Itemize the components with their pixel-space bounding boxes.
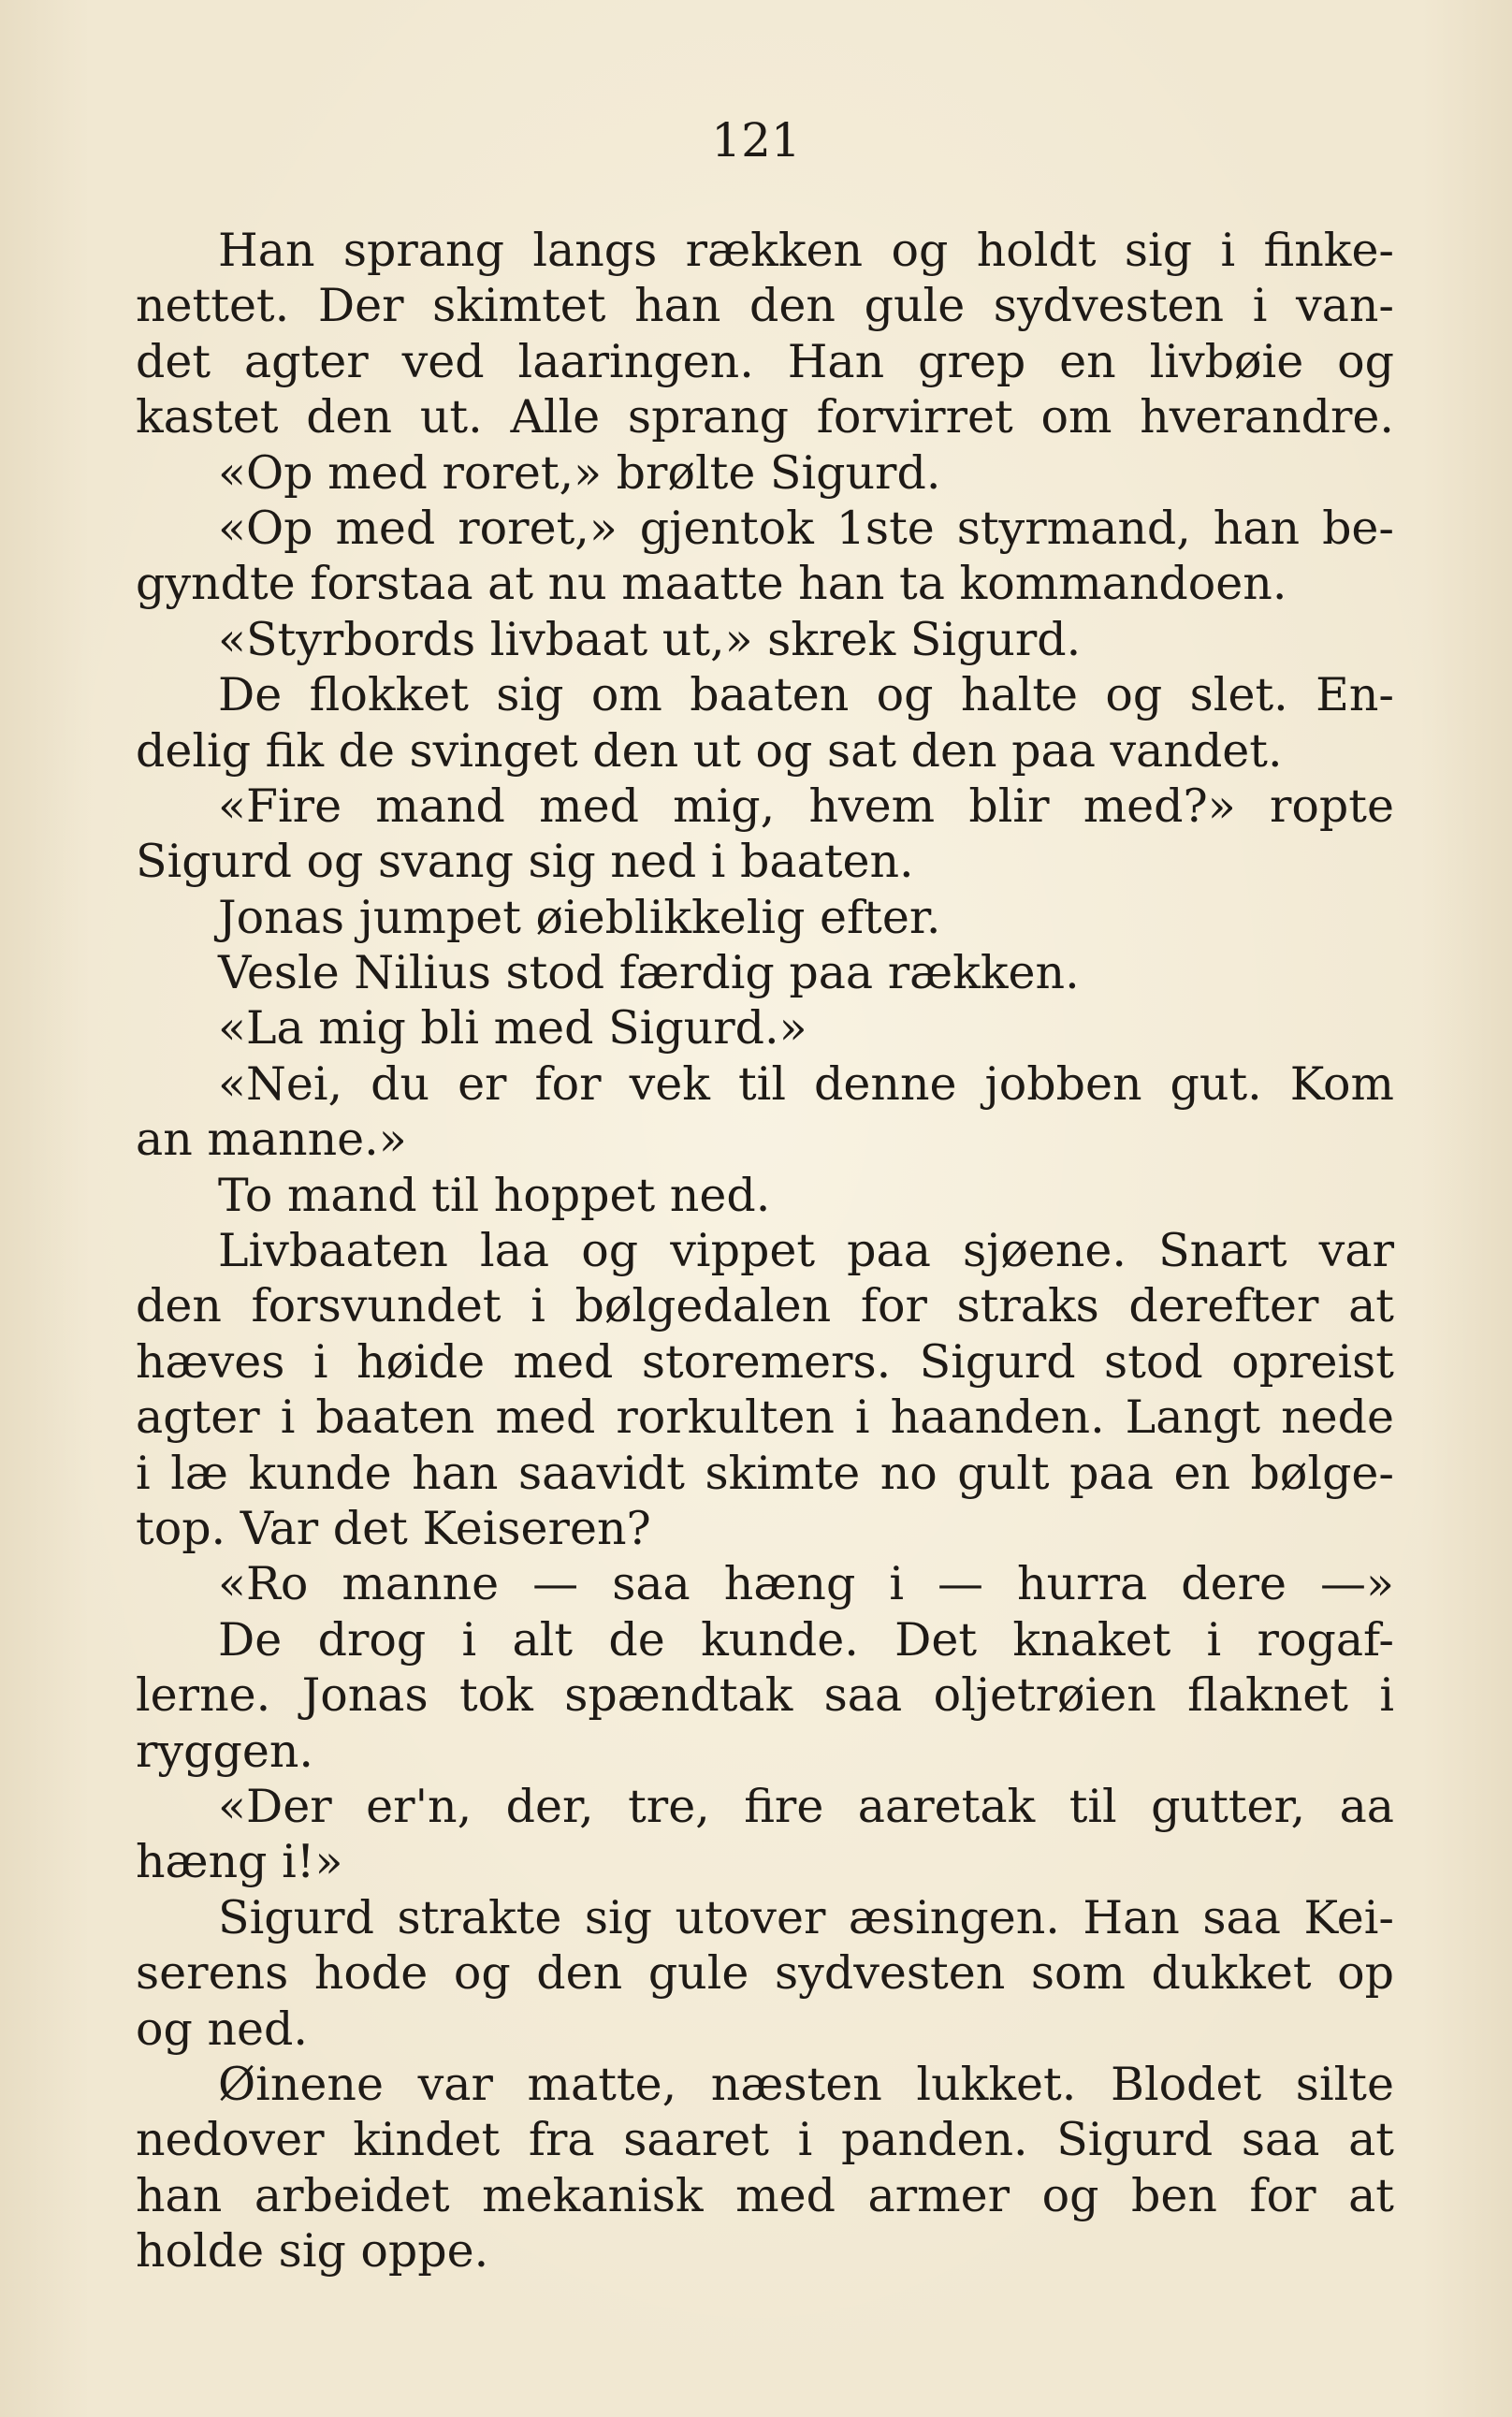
text-line: «Fire mand med mig, hvem blir med?» ropte <box>218 779 1394 833</box>
text-line: De drog i alt de kunde. Det knaket i rogaf- <box>218 1612 1394 1667</box>
text-line: og ned. <box>136 2002 308 2056</box>
text-line: Han sprang langs rækken og holdt sig i finke- <box>218 224 1394 277</box>
text-line: delig fik de svinget den ut og sat den paa vandet. <box>136 723 1283 778</box>
text-line: lerne. Jonas tok spændtak saa oljetrøien flaknet i <box>136 1668 1394 1723</box>
text-line: «Op med roret,» brølte Sigurd. <box>218 445 941 500</box>
text-line: Livbaaten laa og vippet paa sjøene. Snart var <box>218 1224 1394 1278</box>
text-line: hæves i høide med storemers. Sigurd stod opreist <box>136 1334 1394 1389</box>
text-line: ryggen. <box>136 1724 313 1778</box>
text-line: Sigurd strakte sig utover æsingen. Han saa Kei- <box>218 1890 1394 1944</box>
text-line: kastet den ut. Alle sprang forvirret om hverandre. <box>136 390 1394 444</box>
body-text <box>136 223 1394 2279</box>
text-line: han arbeidet mekanisk med armer og ben for at <box>136 2168 1394 2222</box>
text-line: «La mig bli med Sigurd.» <box>218 1001 807 1056</box>
text-line: den forsvundet i bølgedalen for straks derefter at <box>136 1279 1394 1333</box>
text-line: nettet. Der skimtet han den gule sydvesten i van- <box>136 279 1394 333</box>
text-line: «Op med roret,» gjentok 1ste styrmand, han be- <box>218 501 1394 555</box>
text-line: an manne.» <box>136 1113 407 1167</box>
text-line: det agter ved laaringen. Han grep en livbøie og <box>136 334 1394 388</box>
text-line: nedover kindet fra saaret i panden. Sigurd saa at <box>136 2113 1394 2167</box>
text-line: «Ro manne — saa hæng i — hurra dere —» <box>218 1557 1394 1611</box>
text-line: gyndte forstaa at nu maatte han ta kommandoen. <box>136 557 1287 611</box>
text-line: Jonas jumpet øieblikkelig efter. <box>218 890 941 944</box>
text-line: «Styrbords livbaat ut,» skrek Sigurd. <box>218 612 1082 666</box>
text-line: Sigurd og svang sig ned i baaten. <box>136 835 914 889</box>
page-number: 121 <box>711 113 801 167</box>
text-line: holde sig oppe. <box>136 2224 489 2279</box>
text-line: To mand til hoppet ned. <box>218 1168 771 1222</box>
text-line: «Nei, du er for vek til denne jobben gut. Kom <box>218 1056 1394 1111</box>
text-line: De flokket sig om baaten og halte og slet. En- <box>218 668 1394 722</box>
text-line: «Der er'n, der, tre, fire aaretak til gutter, aa <box>218 1779 1394 1833</box>
text-line: Vesle Nilius stod færdig paa rækken. <box>218 946 1080 1000</box>
text-line: serens hode og den gule sydvesten som dukket op <box>136 1946 1394 2001</box>
text-line: Øinene var matte, næsten lukket. Blodet silte <box>218 2057 1394 2111</box>
text-line: hæng i!» <box>136 1835 343 1889</box>
text-line: i læ kunde han saavidt skimte no gult paa en bølge- <box>136 1446 1394 1500</box>
text-line: agter i baaten med rorkulten i haanden. Langt nede <box>136 1391 1394 1445</box>
text-line: top. Var det Keiseren? <box>136 1501 651 1555</box>
